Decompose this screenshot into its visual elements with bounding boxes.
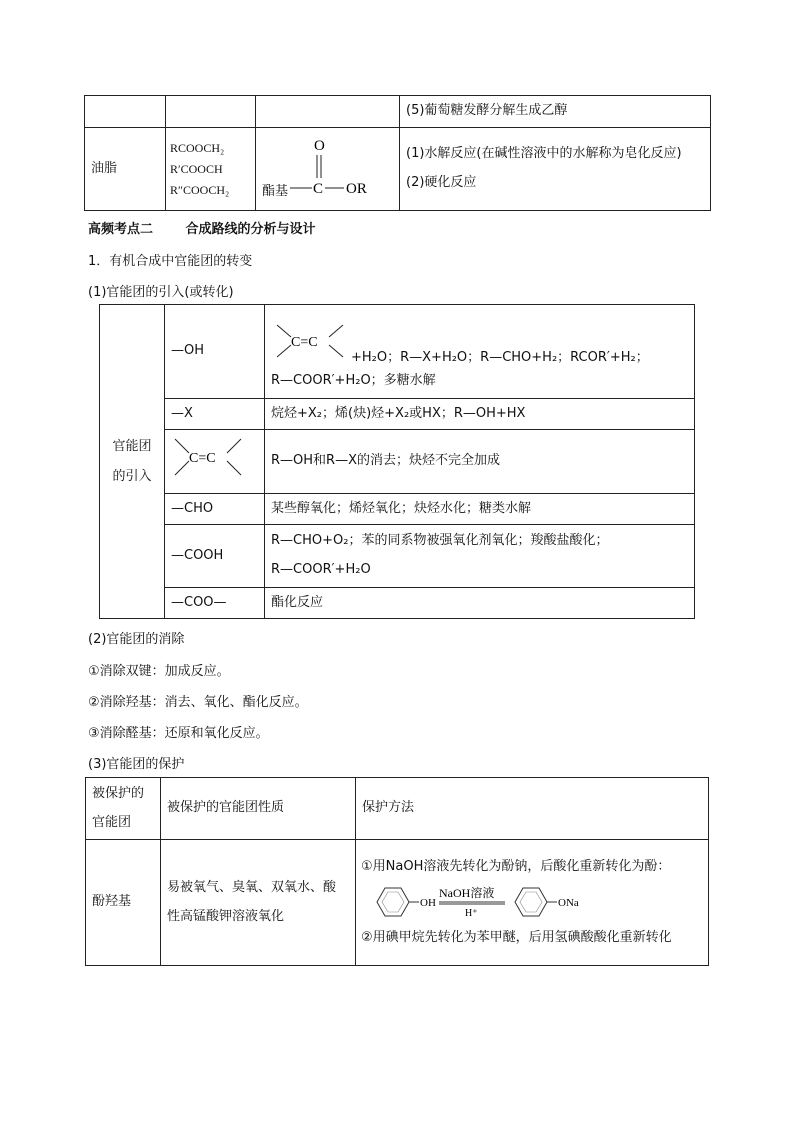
group-cooh: —COOH — [165, 525, 265, 588]
ester-group-label: 酯基 — [262, 184, 289, 199]
heading-introduction: (1)官能团的引入(或转化) — [88, 285, 234, 300]
header-group-line: 官能团 — [92, 814, 132, 830]
lipid-struct-line: R′COOCH — [170, 161, 223, 176]
section-name: 合成路线的分析与设计 — [185, 222, 316, 237]
phenol-hydroxyl: 酚羟基 — [86, 840, 161, 966]
ester-group-cell — [256, 128, 400, 211]
phenol-property — [161, 840, 356, 966]
method-cooh-line1: R—CHO+O₂；苯的同系物被强氧化剂氧化；羧酸盐酸化； — [271, 533, 609, 549]
phenol-scheme — [365, 882, 615, 922]
phenol-property-line: 性高锰酸钾溶液氧化 — [167, 908, 285, 924]
protection-table — [85, 777, 709, 966]
scheme-left-group: OH — [420, 896, 436, 909]
group-cho: —CHO — [165, 494, 265, 525]
category-label: 的引入 — [112, 468, 152, 484]
introduction-table — [99, 304, 695, 619]
elimination-item: ②消除羟基：消去、氧化、酯化反应。 — [88, 695, 308, 710]
section-title — [88, 218, 316, 237]
cc-label: C=C — [189, 450, 216, 466]
scheme-right-group: ONa — [558, 896, 579, 909]
lipid-reaction: (1)水解反应(在碱性溶液中的水解称为皂化反应) — [406, 146, 682, 162]
method-oh-line1: +H₂O；R—X+H₂O；R—CHO+H₂；RCOR′+H₂； — [351, 349, 649, 365]
top-cell-3 — [256, 96, 400, 128]
lipid-reaction: (2)硬化反应 — [406, 175, 477, 190]
method-oh — [265, 305, 695, 399]
method-cooh-line2: R—COOR′+H₂O — [271, 562, 371, 577]
header-method: 保护方法 — [356, 778, 709, 840]
top-cell-1 — [85, 96, 166, 128]
heading-elimination: (2)官能团的消除 — [88, 632, 185, 647]
header-property: 被保护的官能团性质 — [161, 778, 356, 840]
scheme-reagent-bottom: H⁺ — [465, 907, 478, 919]
group-x: —X — [165, 399, 265, 430]
cc-label: C=C — [291, 334, 318, 350]
top-table — [84, 95, 711, 211]
alkene-structure-icon — [169, 431, 249, 483]
section-tag: 高频考点二 — [88, 222, 154, 237]
group-alkene — [165, 430, 265, 494]
lipid-struct-line: RCOOCH₂ — [170, 140, 225, 155]
ester-OR-label: OR — [346, 181, 367, 197]
lipid-struct-line: R″COOCH₂ — [170, 182, 230, 197]
ester-C-label: C — [313, 181, 324, 197]
group-coo: —COO— — [165, 588, 265, 619]
method-oh-line2: R—COOR′+H₂O；多糖水解 — [271, 372, 436, 388]
top-cell-4: (5)葡萄糖发酵分解生成乙醇 — [400, 96, 711, 128]
category-label: 官能团 — [112, 438, 152, 454]
method-alkene: R—OH和R—X的消去；炔烃不完全加成 — [265, 430, 695, 494]
method-cooh — [265, 525, 695, 588]
method-step-1: ①用NaOH溶液先转化为酚钠，后酸化重新转化为酚： — [361, 858, 671, 874]
phenol-property-line: 易被氧气、臭氧、双氧水、酸 — [167, 879, 337, 895]
method-cho: 某些醇氧化；烯烃氧化；炔烃水化；糖类水解 — [265, 494, 695, 525]
lipid-structure — [166, 128, 256, 211]
lipid-reactions — [400, 128, 711, 211]
group-oh: —OH — [165, 305, 265, 399]
lipid-name: 油脂 — [85, 128, 166, 211]
top-cell-2 — [166, 96, 256, 128]
alkene-structure-icon — [271, 317, 351, 365]
method-coo: 酯化反应 — [265, 588, 695, 619]
scheme-reagent-top: NaOH溶液 — [439, 885, 495, 900]
ester-O-label: O — [314, 138, 325, 154]
ester-group-structure — [290, 136, 390, 206]
header-group-line: 被保护的 — [92, 785, 145, 801]
method-x: 烷烃+X₂；烯(炔)烃+X₂或HX；R—OH+HX — [265, 399, 695, 430]
phenol-method — [356, 840, 709, 966]
heading-functional-group-change: 1．有机合成中官能团的转变 — [88, 254, 253, 269]
heading-protection: (3)官能团的保护 — [88, 757, 185, 772]
elimination-item: ①消除双键：加成反应。 — [88, 664, 230, 679]
header-group — [86, 778, 161, 840]
method-step-2: ②用碘甲烷先转化为苯甲醚，后用氢碘酸酸化重新转化 — [361, 929, 672, 945]
category-cell — [100, 305, 165, 619]
elimination-item: ③消除醛基：还原和氧化反应。 — [88, 726, 269, 741]
